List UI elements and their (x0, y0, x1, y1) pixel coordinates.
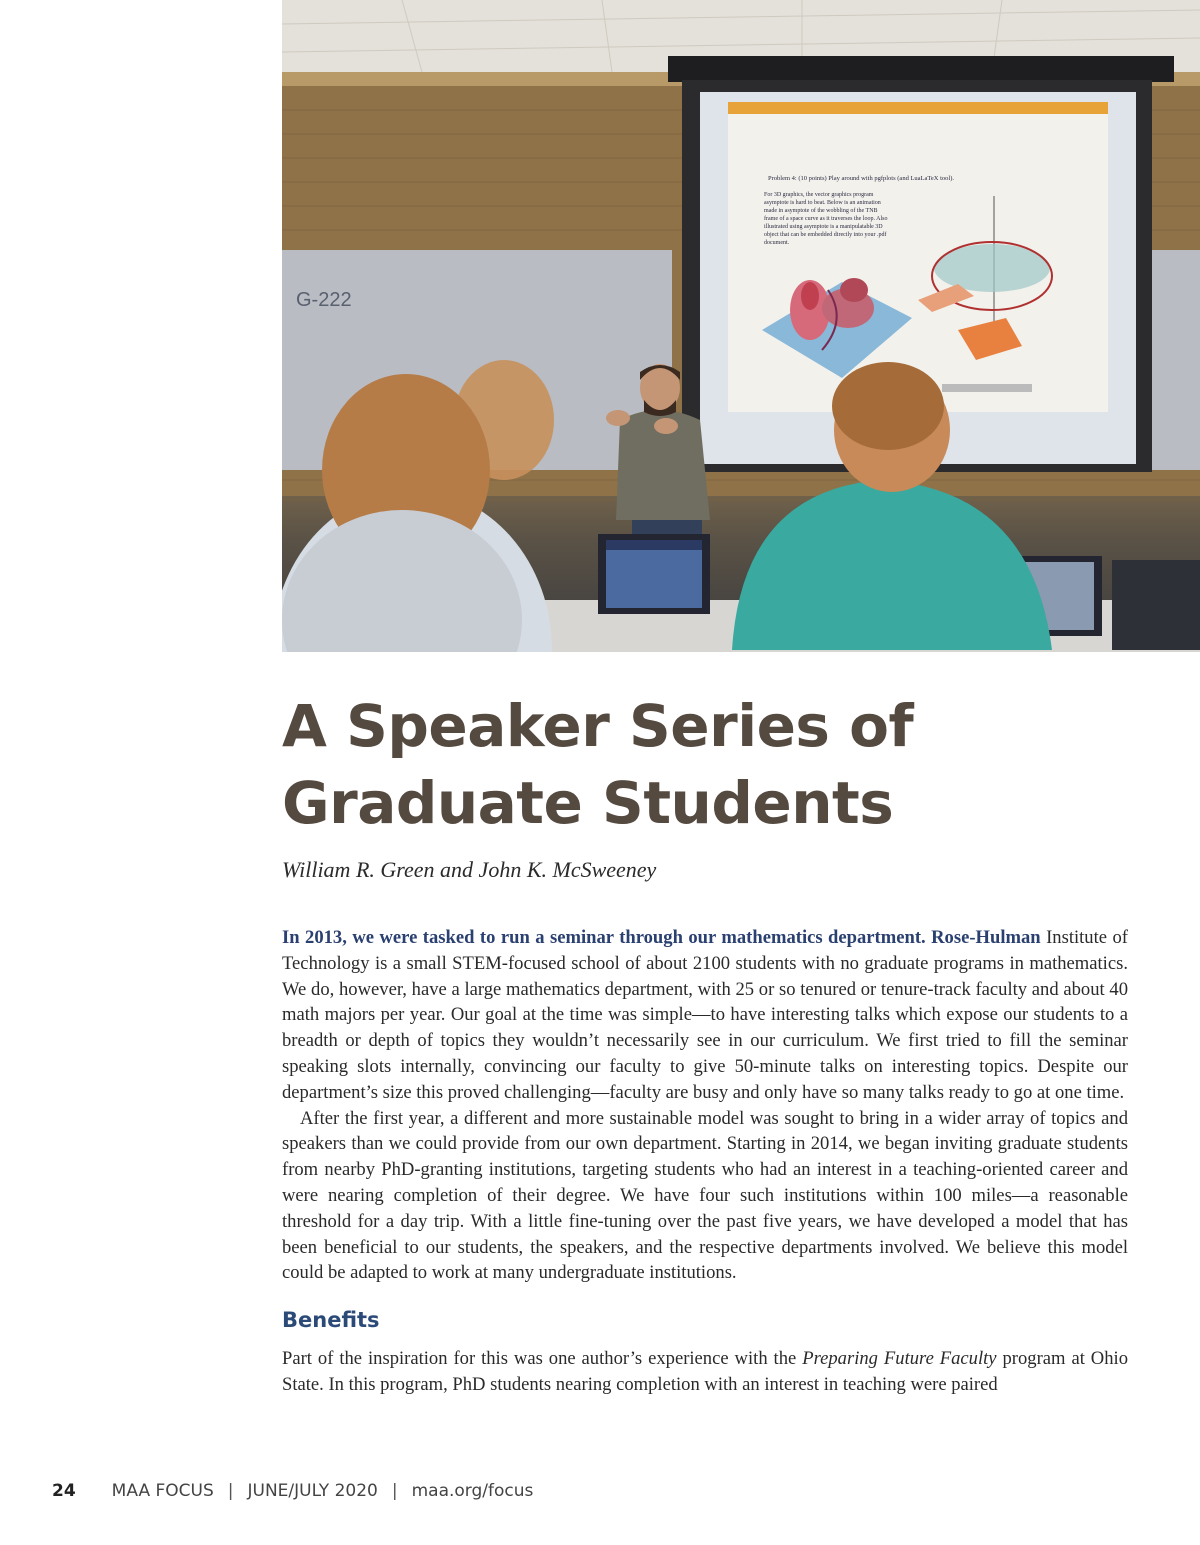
slide-heading: Problem 4: (10 points) Play around with pgfplots (and LuaLaTeX tool). (768, 175, 955, 182)
whiteboard-text: G-222 (296, 289, 352, 311)
slide-line: For 3D graphics, the vector graphics program (764, 192, 874, 198)
program-name: Preparing Future Faculty (802, 1347, 997, 1369)
photo-illustration (282, 0, 1200, 652)
article-authors: William R. Green and John K. McSweeney (282, 857, 657, 882)
paragraph-1 (282, 925, 1128, 1106)
section-heading-benefits: Benefits (282, 1308, 380, 1333)
slide-line: document. (764, 240, 790, 246)
paragraph-2: After the first year, a different and more sustainable model was sought to bring in a wider array of topics and speakers than we could provide from our own department. Starting in 2014, we began inviting graduate students from nearby PhD-granting institutions, targeting students who had an interest in a teaching-oriented career and were nearing completion of their degree. We have four such institutions within 100 miles—a reasonable threshold for a day trip. With a little fine-tuning over the past five years, we have developed a model that has been beneficial to our students, the speakers, and the respective departments involved. We believe this model could be adapted to work at many undergraduate institutions. (282, 1107, 1128, 1284)
classroom-photo (282, 0, 1200, 652)
article-body (282, 925, 1128, 1398)
slide-line: frame of a space curve as it traverses the loop. Also (764, 216, 888, 222)
slide-line: made in asymptote of the wobbling of the TNB (764, 208, 878, 214)
paragraph-3-text-a: Part of the inspiration for this was one author’s experience with the (282, 1347, 803, 1369)
page-footer (52, 1481, 533, 1501)
issue-date: JUNE/JULY 2020 (247, 1481, 378, 1501)
slide-line: illustrated using asymptote is a manipulatable 3D (764, 224, 883, 230)
paragraph-1-text: Institute of Technology is a small STEM-focused school of about 2100 students with no graduate programs in mathematics. We do, however, have a large mathematics department, with 25 or so tenured or tenure-track faculty and about 40 math majors per year. Our goal at the time was simple—to have interesting talks which expose our students to a breadth or depth of topics they wouldn’t necessarily see in our curriculum. We first tried to fill the seminar speaking slots internally, convincing our faculty to give 50-minute talks on interesting topics. Despite our department’s size this proved challenging—faculty are busy and only have so many talks ready to go at one time. (282, 927, 1128, 1103)
footer-separator: | (227, 1481, 234, 1501)
lead-sentence: In 2013, we were tasked to run a seminar through our mathematics department. Rose-Hulman (282, 927, 1041, 948)
article-title: A Speaker Series of Graduate Students (282, 692, 914, 837)
slide-line: asymptote is hard to beat. Below is an animation (764, 200, 881, 206)
laptop-graphic (598, 534, 710, 614)
paragraph-3-text-b: program at Ohio State. In this program, PhD students nearing completion with an interest in teaching were paired (282, 1347, 1128, 1395)
magazine-name: MAA FOCUS (111, 1481, 214, 1501)
paragraph-3 (282, 1346, 1128, 1398)
page-number: 24 (52, 1481, 76, 1501)
slide-line: object that can be embedded directly into your .pdf (764, 232, 887, 238)
magazine-url[interactable]: maa.org/focus (411, 1481, 534, 1501)
footer-separator: | (391, 1481, 398, 1501)
